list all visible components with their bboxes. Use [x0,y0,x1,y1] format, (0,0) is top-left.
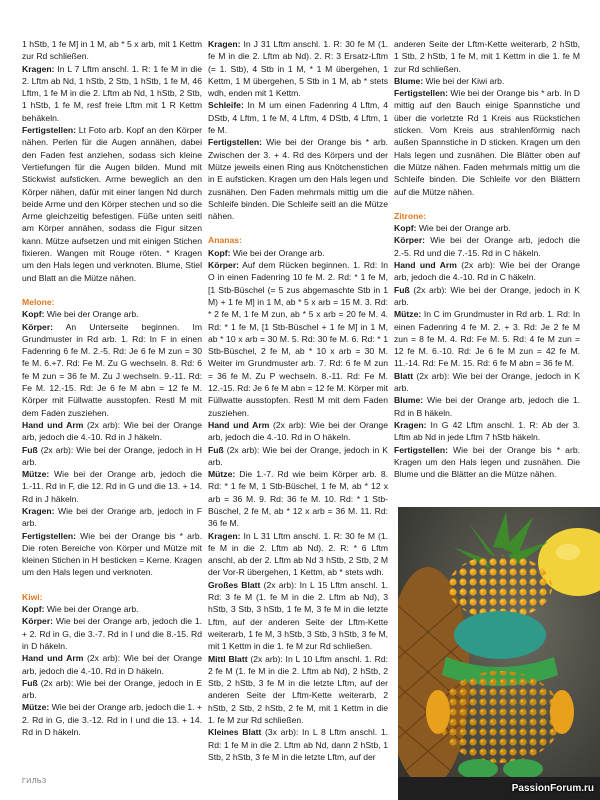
paragraph-muetze: Mütze: Wie bei der Orange arb, jedoch die 1.-11. Rd in F, die 12. Rd in G und die 13. + 14. Rd in J häkeln. [22,469,202,504]
paragraph-kragen: Kragen: In L 31 Lftm anschl. 1. R: 30 fe M (1. fe M in die 2. Lftm ab Nd). 2. R: * 6 Lftm anschl, ab der 2. Lftm ab Nd 3 hStb, 2 Stb, 2 M der Vor-R übergehen, 1 Kettm, ab * stets wdh. [208,530,388,578]
paragraph-blume: Blume: Wie bei der Kiwi arb. [394,75,505,86]
paragraph-koerper: Körper: Wie bei der Orange arb, jedoch die 2.-5. Rd und die 7.-15. Rd in C häkeln. [394,235,580,258]
paragraph-hand-arm: Hand und Arm (2x arb): Wie bei der Orange arb, jedoch die 4.-10. Rd in C häkeln. [394,260,580,283]
paragraph-kragen: Kragen: In G 42 Lftm anschl. 1. R: Ab der 3. Lftm ab Nd in jede Lftm 7 hStb häkeln. [394,419,580,443]
text-column-1 [22,38,202,738]
paragraph: anderen Seite der Lftm-Kette weiterarb, 2 hStb, 1 Stb, 2 hStb, 1 fe M, mit 1 Kettm in die 1. fe M zur Rd schließen. [394,39,580,74]
watermark: PassionForum.ru [511,783,594,794]
paragraph-hand-arm: Hand und Arm (2x arb): Wie bei der Orange arb, jedoch die 4.-10. Rd in J häkeln. [22,419,202,443]
paragraph-fuss: Fuß (2x arb): Wie bei der Orange, jedoch in H arb. [22,444,202,467]
paragraph-kragen: Kragen: Wie bei der Orange arb, jedoch in F arb. [22,505,202,529]
paragraph: 1 hStb, 1 fe M] in 1 M, ab * 5 x arb, mit 1 Kettm zur Rd schließen. [22,39,202,62]
paragraph-blatt: Blatt (2x arb): Wie bei der Orange, jedoch in K arb. [394,370,580,394]
crochet-foot [458,759,498,779]
paragraph-kopf: Kopf: Wie bei der Orange arb. [394,223,511,234]
crochet-foot [503,759,543,779]
paragraph-blume: Blume: Wie bei der Orange arb, jedoch die 1. Rd in B häkeln. [394,395,580,418]
paragraph-muetze: Mütze: In C im Grundmuster in Rd arb. 1. Rd: In einen Fadenring 4 fe M. 2. + 3. Rd: Je 2 fe M zun = 8 fe M. 4. Rd: Fe M. 5. Rd: 4 fe M zun = 12 fe M. 6.-10. Rd: Je 6 fe M zun = 42 fe M. 11.-14. Rd: Fe M. 15. Rd: 6 fe M abn = 36 fe M. [394,309,580,369]
crochet-body [438,671,562,763]
paragraph-koerper: Körper: Auf dem Rücken beginnen. 1. Rd: In O in einen Fadenring 10 fe M. 2. Rd: * 1 fe M, [1 Stb-Büschel (= 5 zus abgemaschte Stb in 1 M) + 1 fe M] in 1 M, ab * 5 x arb = 15 M. 3. Rd: * 2 fe M, 1 fe M zun, ab * 5 x arb = 20 fe M. 4. Rd: * 1 fe M, [1 Stb-Büschel + 1 fe M] in 1 M, ab * 10 x arb = 30 M. 5. Rd: 30 fe M. 6. Rd: * 1 Stb-Büschel, 2 fe M, ab * 10 x arb = 30 M. Weiter im Grundmuster arb. 7. Rd: 6 fe M zun = 36 fe M. Zu P wechseln. 8.-11. Rd: Fe M. 12.-15. Rd: Je 6 fe M abn = 12 fe M. Körper mit Füllwatte ausstopfen. Restl M mit dem Faden zusziehen. [208,260,388,418]
page-label: ГИЛЬЗ [22,778,47,785]
text-column-2 [208,38,388,763]
section-title-melone: Melone: [22,296,55,307]
paragraph-fertigstellen: Fertigstellen: Wie bei der Orange bis * arb. Kragen um den Hals legen und zusnähen. Die Blume und die Blätter an die Mütze nähen. [394,444,580,480]
paragraph-muetze: Mütze: Wie bei der Orange arb, jedoch die 1. + 2. Rd in G, die 3.-12. Rd in I und die 13. + 14. Rd in D häkeln. [22,702,202,738]
section-title-ananas: Ananas: [208,235,242,246]
section-title-zitrone: Zitrone: [394,210,426,221]
crochet-hat [448,555,552,619]
paragraph-schleife: Schleife: In M um einen Fadenring 4 Lftm, 4 DStb, 4 Lftm, 1 fe M, 4 Lftm, 4 DStb, 4 Lftm, 1 fe M. [208,100,388,136]
paragraph-mittl-blatt: Mittl Blatt (2x arb): In L 10 Lftm anschl. 1. Rd: 2 fe M (1. fe M in die 2. Lftm ab Nd), 2 hStb, 2 Stb, 2 hStb, 3 fe M in die letzte Lftm, auf der anderen Seite der Lftm-Kette weiterarb, 2 hStb, 2 Stb, 2 hStb, 2 fe M, mit 1 Kettm in die 1. fe M zur Rd schließen. [208,653,388,726]
paragraph-fuss: Fuß (2x arb): Wie bei der Orange, jedoch in K arb. [394,284,580,307]
paragraph-kleines-blatt: Kleines Blatt (3x arb): In L 8 Lftm anschl. 1. Rd: 1 fe M in die 2. Lftm ab Nd, dann 2 hStb, 1 Stb, 2 hStb, 3 fe M in die letzte Lftm, auf der [208,727,388,762]
paragraph-fertigstellen: Fertigstellen: Wie bei der Orange bis * arb. Die roten Bereiche von Körper und Mütze mit kleinen Stichen in H besticken = Kerne. Kragen um den Hals legen und verknoten. [22,530,202,578]
paragraph-kopf: Kopf: Wie bei der Orange arb. [22,309,139,320]
paragraph-muetze: Mütze: Die 1.-7. Rd wie beim Körper arb. 8. Rd: * 1 fe M, 1 Stb-Büschel, 1 fe M, ab * 12 x arb = 36 M. 9. Rd: 36 fe M. 10. Rd: * 1 Stb-Büschel, 2 fe M, ab * 12 x arb = 36 M. 11. Rd: 36 fe M. [208,469,388,529]
paragraph-fertigstellen: Fertigstellen: Wie bei der Orange bis * arb. In D mittig auf den Bauch einige Spannstiche und über die vorletzte Rd 1 Kreis aus Rückstichen sticken. Vom Kreis aus strahlenförmig nach außen Spannstiche in D sticken. Kragen um den Hals legen und zusnähen. Die Blätter oben auf die Mütze nähen. Faden mehrmals mittig um die Schleife binden. Die Schleife vor den Blättern auf die Mütze nähen. [394,88,580,197]
paragraph-grosses-blatt: Großes Blatt (2x arb): In L 15 Lftm anschl. 1. Rd: 3 fe M (1. fe M in die 2. Lftm ab Nd), 3 hStb, 3 Stb, 3 hStb, 1 fe M, 3 fe M in die letzte Lftm, auf der anderen Seite der Lftm-Kette weiterarb, 1 fe M, 3 hStb, 3 Stb, 3 hStb, 3 fe M, mit 1 Kettm in die 1. fe M zur Rd schließen. [208,579,388,652]
photo-crochet-pineapple [398,507,600,800]
paragraph-fuss: Fuß (2x arb): Wie bei der Orange, jedoch in E arb. [22,677,202,701]
paragraph-fuss: Fuß (2x arb): Wie bei der Orange, jedoch in K arb. [208,444,388,467]
paragraph-fertigstellen: Fertigstellen: Wie bei der Orange bis * arb. Zwischen der 3. + 4. Rd des Körpers und der Mütze jeweils einen Ring aus Knötchenstichen in E aufsticken. Kragen um den Hals legen und zusnähen. Den Faden mehrmals mittig um die Schleife binden. Die Schleife seitl an die Mütze nähen. [208,137,388,222]
paragraph-hand-arm: Hand und Arm (2x arb): Wie bei der Orange arb, jedoch die 4.-10. Rd in O häkeln. [208,419,388,443]
text-column-3 [394,38,580,480]
paragraph-koerper: Körper: An Unterseite beginnen. Im Grundmuster in Rd arb. 1. Rd: In F in einen Fadenring 6 fe M. 2.-5. Rd: Je 6 fe M zun = 30 fe M. 6.+7. Rd: Fe M. Zu G wechseln. 8. Rd: 6 fe M zun = 36 fe M. Zu J wechseln. 9.-11. Rd: Fe M. 12.-15. Rd: Je 6 fe M abn = 12 fe M. Körper mit Füllwatte ausstopfen. Restl M mit dem Faden zusziehen. [22,321,202,418]
paragraph-koerper: Körper: Wie bei der Orange arb, jedoch die 1. + 2. Rd in G, die 3.-7. Rd in I und die 8.-15. Rd in D häkeln. [22,616,202,651]
paragraph-kopf: Kopf: Wie bei der Orange arb. [208,247,325,258]
paragraph-kopf: Kopf: Wie bei der Orange arb. [22,604,139,615]
paragraph-kragen: Kragen: In L 7 Lftm anschl. 1. R: 1 fe M in die 2. Lftm ab Nd, 1 hStb, 2 Stb, 1 hStb, 1 fe M, 46 Lftm, 1 fe M in die 2. Lftm ab Nd, 1 hStb, 2 Stb, 1 hStb, 1 fe M, resf freie Lftm mit 1 R Kettm behäkeln. [22,63,202,123]
paragraph-hand-arm: Hand und Arm (2x arb): Wie bei der Orange arb, jedoch die 4.-10. Rd in D häkeln. [22,653,202,676]
section-title-kiwi: Kiwi: [22,591,43,602]
paragraph-fertigstellen: Fertigstellen: Lt Foto arb. Kopf an den Körper nähen. Perlen für die Augen annähen, dabei den Faden fest anziehen, sodass sich kleine Vertiefungen für die Augen bilden. Mund mit Stickwist aufsticken. Arme beweglich an den Körper nähen, dafür mit einer langen Nd durch beide Arme und den Körper stechen und so die Arme gleichzeitig befestigen. Füße unten seitl am Körper annähen, sodass die Figur sitzen kann. Mütze aufsetzen und mit einigen Stichen fixieren. Wangen mit Rouge röten. * Kragen um den Hals legen und verknoten. Blume, Stiel und Blatt an die Mütze nähen. [22,125,202,283]
paragraph-kragen: Kragen: In J 31 Lftm anschl. 1. R: 30 fe M (1. fe M in die 2. Lftm ab Nd). 2. R: 3 Ersatz-Lftm (= 1. Stb), 4 Stb in 1 M, * 1 M übergehen, 1 Kettm, 1 M übergehen, 5 Stb in 1 M, ab * stets wdh, enden mit 1 Kettm. [208,39,388,99]
pineapple-illustration [398,507,600,800]
crochet-head [454,611,546,659]
